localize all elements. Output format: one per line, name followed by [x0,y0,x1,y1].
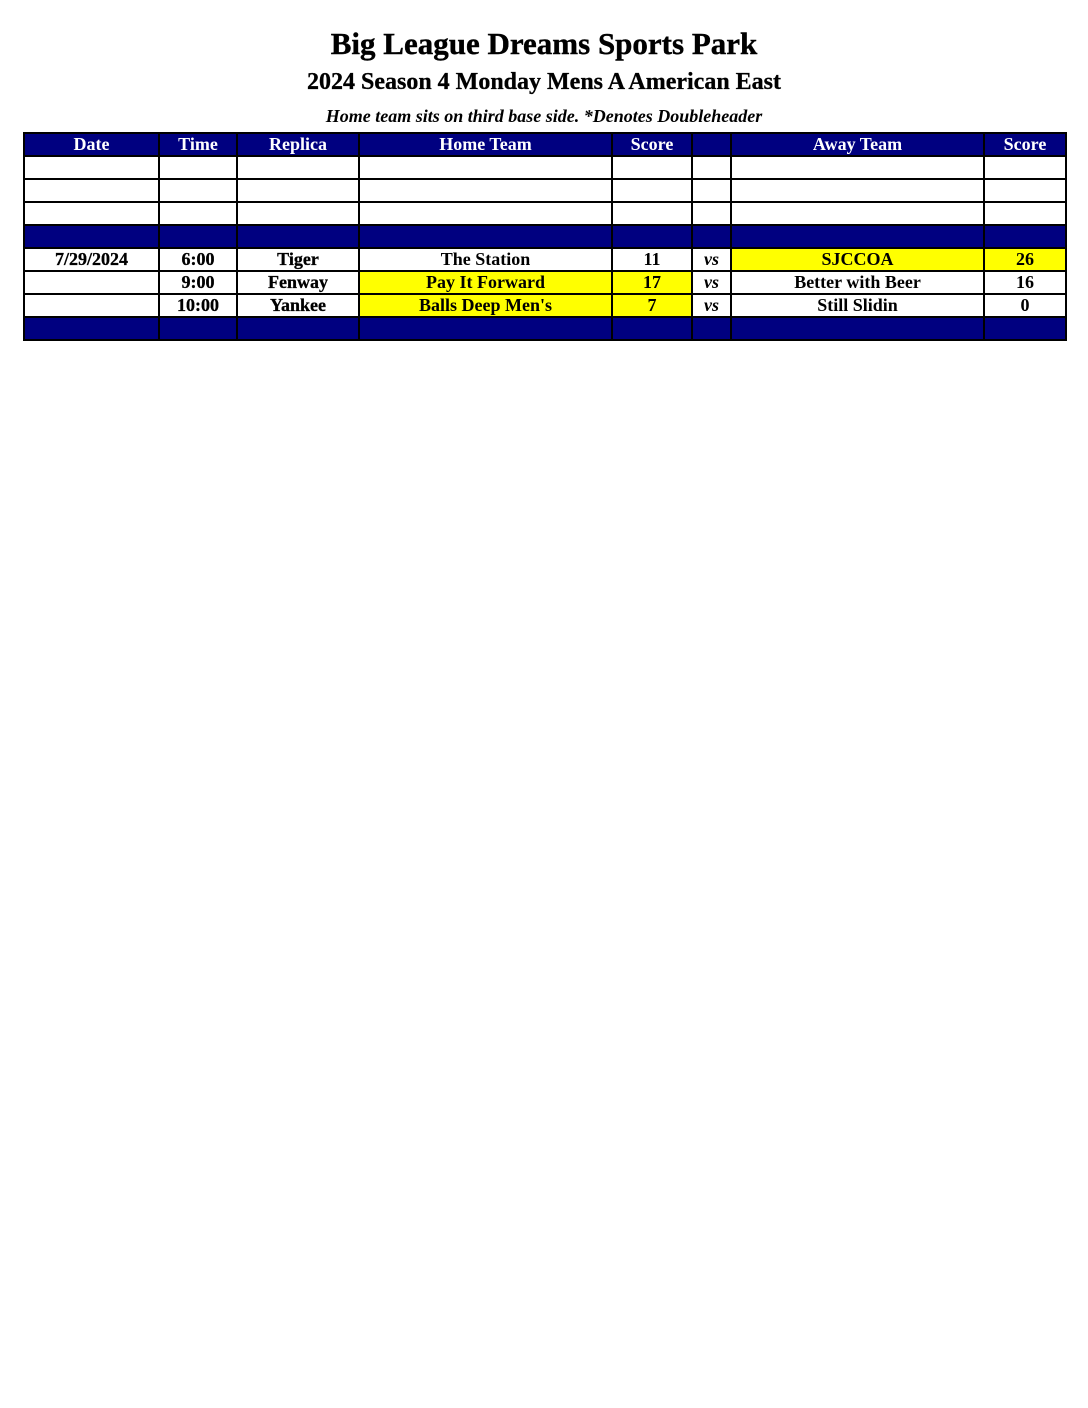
away-score: 0 [984,294,1066,317]
col-header-date: Date [24,133,159,156]
game-replica: Tiger [237,248,359,271]
home-team: Balls Deep Men's [359,294,612,317]
page-subtitle: 2024 Season 4 Monday Mens A American East [306,69,782,95]
col-header-home-team: Home Team [359,133,612,156]
game-row [24,271,1066,294]
game-time: 6:00 [159,248,237,271]
vs-label: vs [692,271,731,294]
away-team: SJCCOA [731,248,984,271]
col-header-time: Time [159,133,237,156]
home-team: The Station [359,248,612,271]
col-header-replica: Replica [237,133,359,156]
separator-row [24,317,1066,340]
vs-label: vs [692,294,731,317]
schedule-table [23,132,1067,341]
game-time: 10:00 [159,294,237,317]
empty-row [24,156,1066,179]
schedule-note: Home team sits on third base side. *Denotes Doubleheader [325,106,763,126]
game-row [24,248,1066,271]
table-header-row [24,133,1066,156]
col-header-away-score: Score [984,133,1066,156]
empty-row [24,202,1066,225]
home-score: 7 [612,294,692,317]
game-date [24,271,159,294]
game-date: 7/29/2024 [24,248,159,271]
home-score: 11 [612,248,692,271]
game-row [24,294,1066,317]
separator-row [24,225,1066,248]
away-team: Better with Beer [731,271,984,294]
home-score: 17 [612,271,692,294]
empty-row [24,179,1066,202]
away-score: 26 [984,248,1066,271]
page-title: Big League Dreams Sports Park [330,26,758,61]
game-date [24,294,159,317]
away-team: Still Slidin [731,294,984,317]
away-score: 16 [984,271,1066,294]
game-replica: Fenway [237,271,359,294]
col-header-away-team: Away Team [731,133,984,156]
game-time: 9:00 [159,271,237,294]
vs-label: vs [692,248,731,271]
col-header-vs [692,133,731,156]
col-header-home-score: Score [612,133,692,156]
game-replica: Yankee [237,294,359,317]
home-team: Pay It Forward [359,271,612,294]
